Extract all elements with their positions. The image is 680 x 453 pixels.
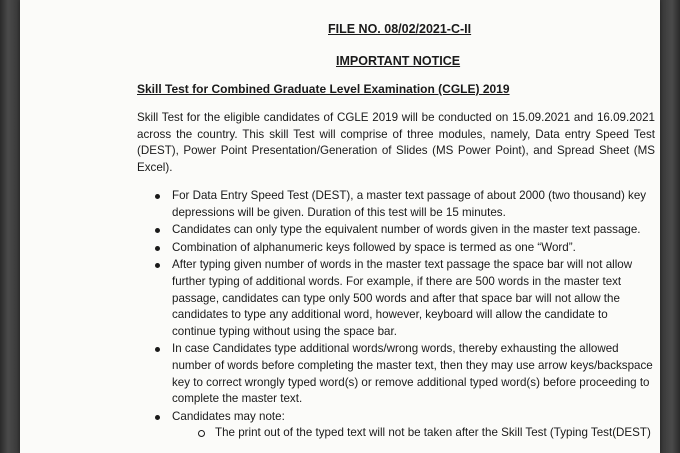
list-item-text: In case Candidates type additional words/wrong words, thereby exhausting the allowed number of words before completing the master text, then they may use arrow keys/backspace key to correct wrongly typed word(s) or remove additional typed word(s) before proceeding to complete the master text. (172, 342, 653, 406)
bullet-icon (155, 246, 160, 251)
sub-list (172, 425, 654, 442)
hollow-bullet-icon (198, 430, 205, 437)
list-item (172, 341, 654, 407)
sub-list-item (215, 425, 654, 442)
sub-list-item-text: The print out of the typed text will not be taken after the Skill Test (Typing Test(DEST) (215, 426, 651, 440)
list-item-text: Candidates may note: (172, 409, 285, 423)
bullet-icon (155, 415, 160, 420)
list-item (172, 222, 654, 239)
intro-paragraph: Skill Test for the eligible candidates of CGLE 2019 will be conducted on 15.09.2021 and 16.09.2021 across the country. This skill Test will comprise of three modules, namely, Data entry Speed Test (DEST), Power Point Presentation/Generation of Slides (MS Power Point), and Spread Sheet (MS Excel). (137, 111, 655, 174)
list-item (172, 257, 654, 340)
notice-title: IMPORTANT NOTICE (336, 54, 461, 68)
file-number: FILE NO. 08/02/2021-C-II (328, 22, 472, 36)
notice-subject: Skill Test for Combined Graduate Level Examination (CGLE) 2019 (137, 82, 510, 96)
bullet-icon (155, 263, 160, 268)
list-item-text: Candidates can only type the equivalent number of words given in the master text passage. (172, 223, 641, 237)
list-item (172, 409, 654, 442)
list-item (172, 188, 654, 221)
bullet-icon (155, 347, 160, 352)
instruction-list (172, 188, 654, 443)
notice-page (20, 0, 660, 453)
list-item (172, 240, 654, 257)
bullet-icon (155, 228, 160, 233)
list-item-text: For Data Entry Speed Test (DEST), a master text passage of about 2000 (two thousand) key depressions will be given. Duration of this test will be 15 minutes. (172, 189, 647, 219)
bullet-icon (155, 194, 160, 199)
list-item-text: Combination of alphanumeric keys followed by space is termed as one “Word”. (172, 240, 576, 254)
list-item-text: After typing given number of words in the master text passage the space bar will not allow further typing of additional words. For example, if there are 500 words in the master text passage, candidates can type only 500 words and after that space bar will not allow the candidates to type any additional word, however, keyboard will allow the candidate to continue typing without using the space bar. (172, 258, 633, 338)
